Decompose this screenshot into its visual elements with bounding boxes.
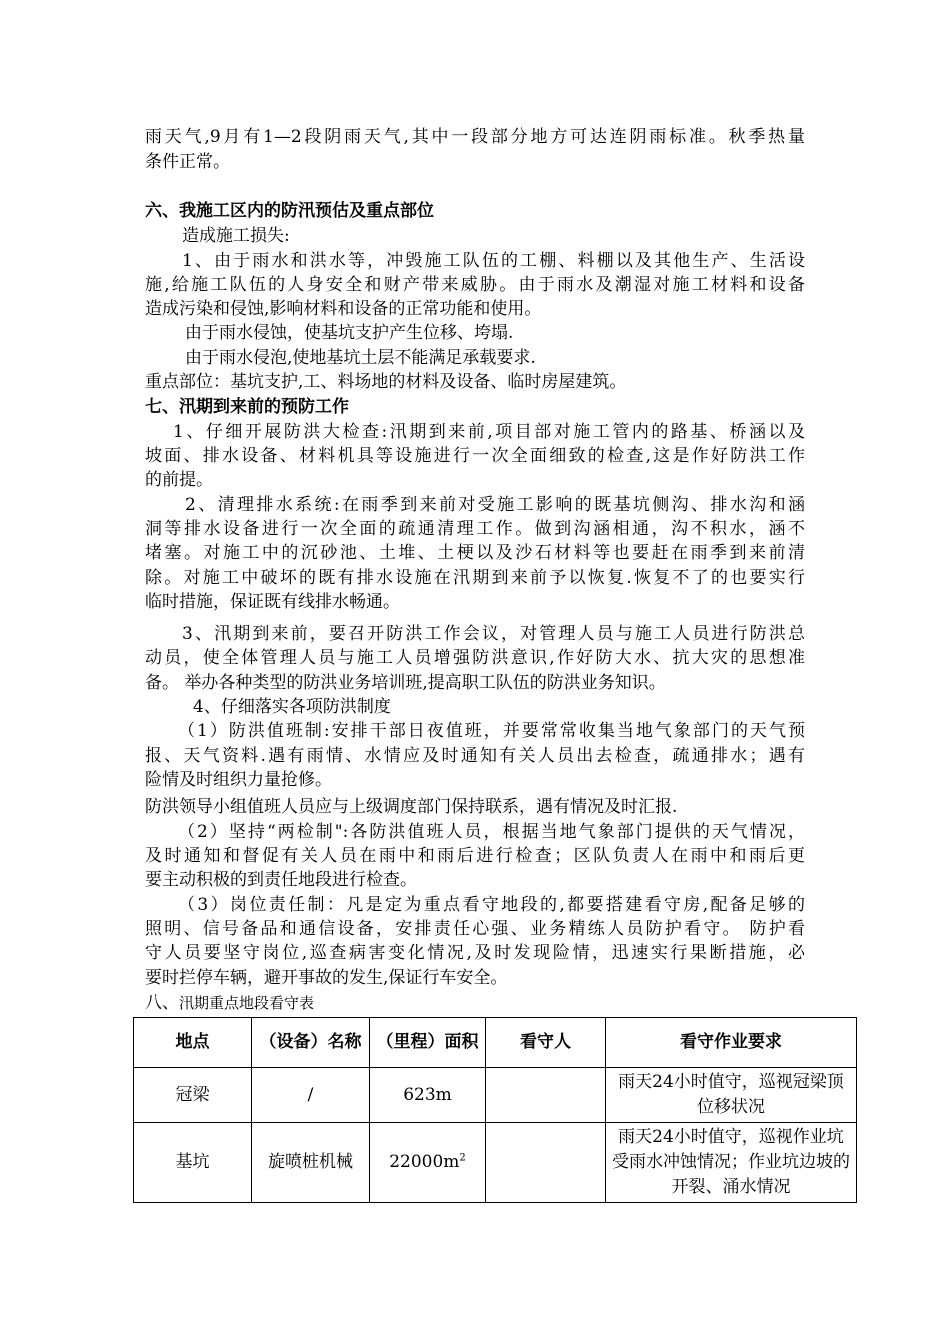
table-header-row	[134, 1018, 857, 1068]
header-guard: 看守人	[486, 1018, 606, 1068]
section-heading-7: 七、汛期到来前的预防工作	[145, 397, 349, 417]
table-row	[134, 1123, 857, 1203]
cell-equipment: 旋喷桩机械	[252, 1123, 370, 1203]
cell-area	[370, 1068, 486, 1123]
paragraph-line: 备。 举办各种类型的防洪业务培训班,提高职工队伍的防洪业务知识。	[145, 673, 666, 693]
paragraph-line: 3、汛期到来前，要召开防洪工作会议，对管理人员与施工人员进行防洪总	[182, 624, 805, 644]
header-requirements: 看守作业要求	[606, 1018, 857, 1068]
cell-place: 冠梁	[134, 1068, 252, 1123]
paragraph-line: 洞等排水设备进行一次全面的疏通清理工作。做到沟涵相通，沟不积水，涵不	[145, 519, 805, 539]
paragraph-line: 临时措施，保证既有线排水畅通。	[145, 592, 400, 612]
paragraph-line: 防洪领导小组值班人员应与上级调度部门保持联系，遇有情况及时汇报.	[145, 797, 678, 817]
header-equipment: （设备）名称	[252, 1018, 370, 1068]
paragraph-line: 施,给施工队伍的人身安全和财产带来威胁。由于雨水及潮湿对施工材料和设备	[145, 275, 805, 295]
area-unit-superscript: 2	[459, 1152, 466, 1164]
paragraph-line: 动员，使全体管理人员与施工人员增强防洪意识,作好防大水、抗大灾的思想准	[145, 648, 805, 668]
paragraph-line: 险情及时组织力量抢修。	[145, 770, 332, 790]
paragraph-line: （1）防洪值班制:安排干部日夜值班，并要常常收集当地气象部门的天气预	[178, 721, 805, 741]
paragraph-line: 堵塞。对施工中的沉砂池、土堆、土梗以及沙石材料等也要赶在雨季到来前清	[145, 543, 805, 563]
cell-requirements: 雨天24小时值守，巡视作业坑受雨水冲蚀情况；作业坑边坡的开裂、涌水情况	[606, 1123, 857, 1203]
section-heading-6: 六、我施工区内的防汛预估及重点部位	[145, 201, 434, 221]
table-row	[134, 1068, 857, 1123]
paragraph-line: 由于雨水侵蚀，使基坑支护产生位移、垮塌.	[185, 323, 514, 343]
paragraph-line: 雨天气,9月有1—2段阴雨天气,其中一段部分地方可达连阴雨标准。秋季热量	[145, 127, 805, 147]
paragraph-line: 造成施工损失:	[182, 226, 290, 246]
cell-guard	[486, 1068, 606, 1123]
paragraph-line: 的前提。	[145, 470, 213, 490]
paragraph-line: 造成污染和侵蚀,影响材料和设备的正常功能和使用。	[145, 299, 542, 319]
paragraph-line: 2、清理排水系统:在雨季到来前对受施工影响的既基坑侧沟、排水沟和涵	[185, 495, 805, 515]
cell-requirements: 雨天24小时值守，巡视冠梁顶位移状况	[606, 1068, 857, 1123]
paragraph-line: 条件正常。	[145, 152, 230, 172]
paragraph-line: 由于雨水侵泡,使地基坑土层不能满足承载要求.	[185, 348, 536, 368]
paragraph-line: 及时通知和督促有关人员在雨中和雨后进行检查；区队负责人在雨中和雨后更	[145, 846, 805, 866]
paragraph-line: （2）坚持“两检制":各防洪值班人员，根据当地气象部门提供的天气情况，	[178, 822, 805, 842]
area-value: 22000m	[389, 1152, 460, 1172]
paragraph-line: 1、仔细开展防洪大检查:汛期到来前,项目部对施工管内的路基、桥涵以及	[173, 422, 805, 442]
cell-equipment: /	[252, 1068, 370, 1123]
paragraph-line: 报、天气资料.遇有雨情、水情应及时通知有关人员出去检查，疏通排水；遇有	[145, 746, 805, 766]
cell-place: 基坑	[134, 1123, 252, 1203]
cell-area	[370, 1123, 486, 1203]
paragraph-line: 照明、信号备品和通信设备，安排责任心强、业务精练人员防护看守。 防护看	[145, 919, 805, 939]
paragraph-line: 要主动积极的到责任地段进行检查。	[145, 870, 417, 890]
cell-guard	[486, 1123, 606, 1203]
paragraph-line: 重点部位：基坑支护,工、料场地的材料及设备、临时房屋建筑。	[145, 372, 627, 392]
table-title	[145, 991, 314, 1016]
table-title-text: 汛期重点地段看守表	[179, 994, 315, 1012]
area-value: 623m	[403, 1084, 452, 1105]
paragraph-line: 要时拦停车辆，避开事故的发生,保证行车安全。	[145, 968, 508, 988]
paragraph-line: 除。对施工中破坏的既有排水设施在汛期到来前予以恢复.恢复不了的也要实行	[145, 568, 805, 588]
guard-schedule-table	[133, 1017, 857, 1203]
table-title-number: 八、	[145, 993, 179, 1013]
paragraph-line: （3）岗位责任制：凡是定为重点看守地段的,都要搭建看守房,配备足够的	[178, 895, 805, 915]
paragraph-line: 守人员要坚守岗位,巡查病害变化情况,及时发现险情，迅速实行果断措施，必	[145, 943, 805, 963]
header-area: （里程）面积	[370, 1018, 486, 1068]
paragraph-line: 4、仔细落实各项防洪制度	[193, 697, 391, 717]
header-place: 地点	[134, 1018, 252, 1068]
paragraph-line: 坡面、排水设备、材料机具等设施进行一次全面细致的检查,这是作好防洪工作	[145, 446, 805, 466]
paragraph-line: 1、由于雨水和洪水等，冲毁施工队伍的工棚、料棚以及其他生产、生活设	[182, 251, 805, 271]
